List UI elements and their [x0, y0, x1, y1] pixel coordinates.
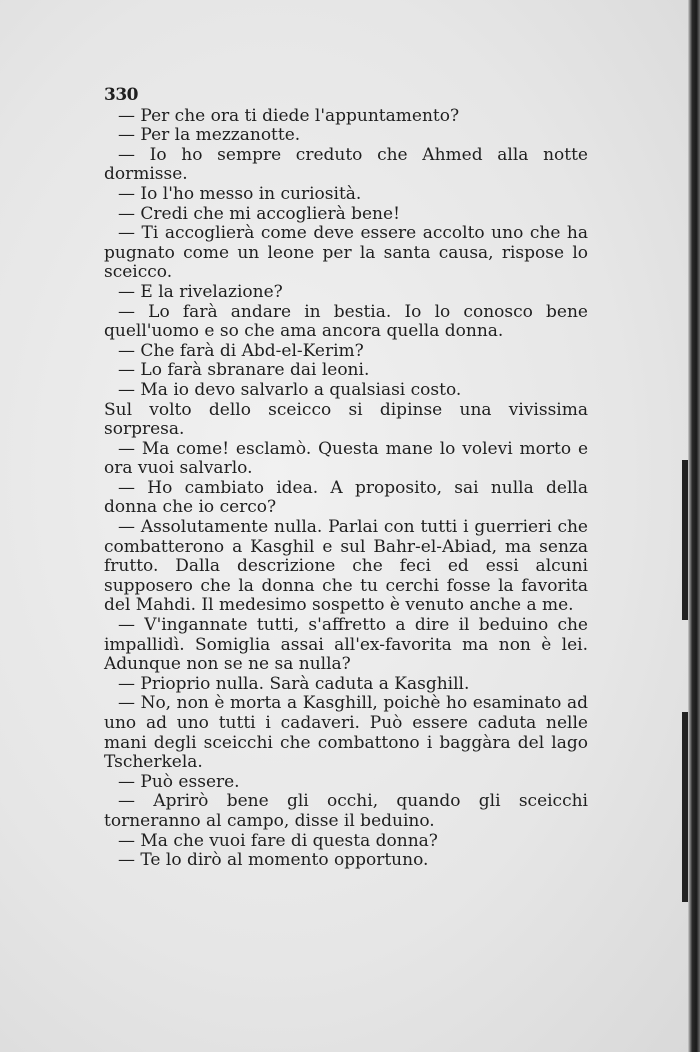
paragraph: — Ma come! esclamò. Questa mane lo volevi morto e ora vuoi salvarlo. [104, 438, 588, 479]
page-text [104, 86, 588, 871]
paragraph: Sul volto dello sceicco si dipinse una vivissima sorpresa. [104, 399, 588, 440]
paragraph: — Per la mezzanotte. [118, 125, 301, 146]
paragraph: — Ma che vuoi fare di questa donna? [118, 830, 438, 851]
paragraph: — Prioprio nulla. Sarà caduta a Kasghill. [118, 673, 470, 694]
page-edge-mark [682, 460, 688, 620]
paragraph: — Lo farà andare in bestia. Io lo conosco bene quell'uomo e so che ama ancora quella donna. [104, 301, 588, 342]
paragraph: — Lo farà sbranare dai leoni. [118, 360, 370, 381]
paragraph: — Che farà di Abd-el-Kerim? [118, 340, 364, 361]
paragraph: — Ho cambiato idea. A proposito, sai nulla della donna che io cerco? [104, 477, 588, 518]
paragraph: — Può essere. [118, 771, 240, 792]
paragraph: — No, non è morta a Kasghill, poichè ho esaminato ad uno ad uno tutti i cadaveri. Può essere caduta nelle mani degli sceicchi che combattono i baggàra del lago Tscherkela. [104, 693, 588, 773]
paragraph: — E la rivelazione? [118, 281, 283, 302]
page-edge-mark [682, 712, 688, 902]
paragraph: — Aprirò bene gli occhi, quando gli sceicchi torneranno al campo, disse il beduino. [104, 791, 588, 831]
paragraph: — Io l'ho messo in curiosità. [118, 183, 362, 204]
page-edge-shadow [688, 0, 700, 1052]
paragraph: — Assolutamente nulla. Parlai con tutti i guerrieri che combatterono a Kasghil e sul Bahr-el-Abiad, ma senza frutto. Dalla descrizione che feci ed essi alcuni supposero che la donna che tu cerchi fosse la favorita del Mahdi. Il medesimo sospetto è venuto anche a me. [104, 517, 588, 616]
paragraph: — Credi che mi accoglierà bene! [118, 203, 400, 224]
paragraph: — Io ho sempre creduto che Ahmed alla notte dormisse. [104, 144, 588, 185]
page-number: 330 [104, 85, 138, 105]
paragraph: — Te lo dirò al momento opportuno. [118, 850, 429, 871]
paragraph: — Ma io devo salvarlo a qualsiasi costo. [118, 379, 462, 400]
paragraph: — Per che ora ti diede l'appuntamento? [118, 105, 460, 126]
paragraph: — Ti accoglierà come deve essere accolto uno che ha pugnato come un leone per la santa causa, rispose lo sceicco. [104, 223, 588, 283]
paragraph: — V'ingannate tutti, s'affretto a dire il beduino che impallidì. Somiglia assai all'ex-favorita ma non è lei. Adunque non se ne sa nulla? [104, 615, 588, 675]
